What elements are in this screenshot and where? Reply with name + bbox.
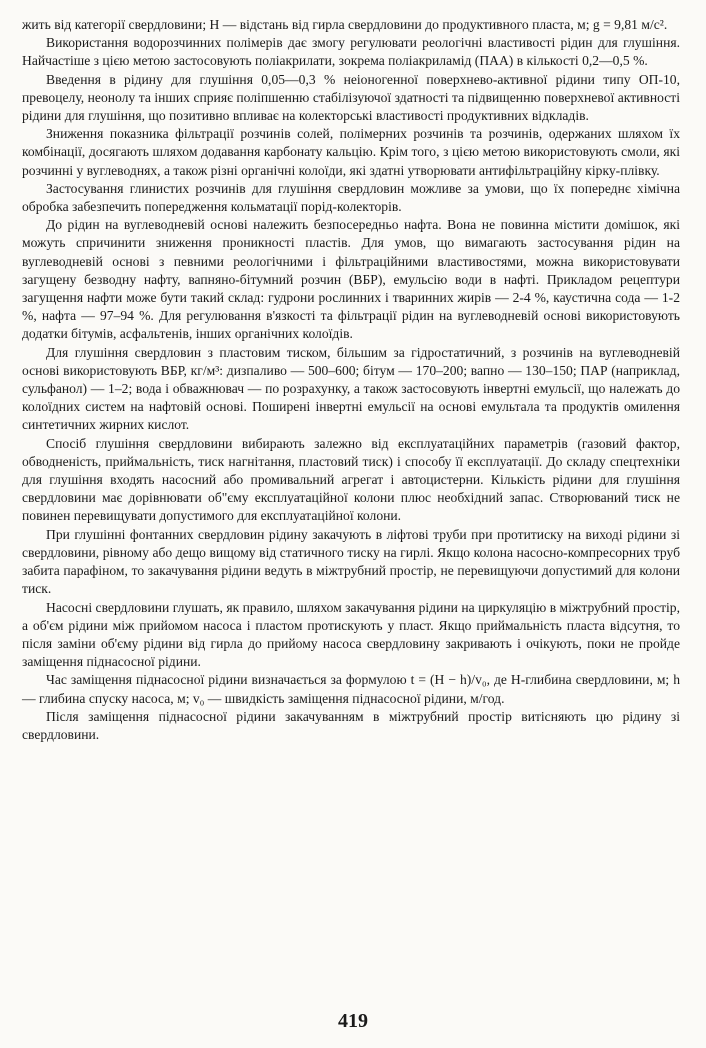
paragraph-8: Спосіб глушіння свердловини вибирають залежно від експлуатаційних параметрів (газовий фактор, обводненість, приймальність, тиск нагнітання, пластовий тиск) і способу її експлуатації. До складу спецтехніки для глушіння входять насосний або промивальний агрегат і автоцистерни. Кількість рідини для глушіння свердловини має дорівнювати об"єму експлуатаційної колони плюс необхідний запас. Створюваний тиск не повинен перевищувати допустимого для експлуатаційної колони.	[22, 435, 680, 524]
paragraph-12: Після заміщення піднасосної рідини закачуванням в міжтрубний простір витісняють цю рідину зі свердловини.	[22, 708, 680, 742]
paragraph-9: При глушінні фонтанних свердловин рідину закачують в ліфтові труби при протитиску на виході рідини зі свердловини, рівному або дещо вищому від статичного тиску на гирлі. Якщо колона насосно-компресорних труб забита парафіном, то закачування рідини ведуть в міжтрубний простір, не перевищуючи допустимий для колони тиск.	[22, 526, 680, 597]
paragraph-6: До рідин на вуглеводневій основі належить безпосередньо нафта. Вона не повинна містити домішок, які можуть спричинити зниження проникності пластів. Для умов, що вимагають застосування рідин на вуглеводневій основі з певними реологічними і фільтраційними властивостями, можна використовувати загущену безводну нафту, вапняно-бітумний розчин (ВБР), емульсію води в нафті. Прикладом рецептури загущення нафти може бути такий склад: гудрони рослинних і тваринних жирів — 2-4 %, каустична сода — 1-2 %, нафта — 97–94 %. Для регулювання в'язкості та фільтрації рідин на вуглеводневій основі використовують додатки бітумів, асфальтенів, інших органічних колоїдів.	[22, 217, 680, 342]
page-number: 419	[338, 1010, 368, 1032]
paragraph-10: Насосні свердловини глушать, як правило, шляхом закачування рідини на циркуляцію в міжтрубний простір, а об'єм рідини між прийомом насоса і пластом протискують у пласт. Якщо приймальність пласта відсутня, то після заміни об'єму рідини від гирла до прийому насоса свердловину закривають і очікують, поки не пройде заміщення піднасосної рідини.	[22, 599, 680, 670]
paragraph-11: Час заміщення піднасосної рідини визначається за формулою t = (H − h)/v₀, де H-глибина свердловини, м; h — глибина спуску насоса, м; v₀ — швидкість заміщення піднасосної рідини, м/год.	[22, 672, 680, 706]
paragraph-5: Застосування глинистих розчинів для глушіння свердловин можливе за умови, що їх попереднє хімічна обробка забезпечить попередження кольматації порід-колекторів.	[22, 180, 680, 215]
paragraph-4: Зниження показника фільтрації розчинів солей, полімерних розчинів та розчинів, одержаних шляхом їх комбінації, досягають шляхом додавання карбонату кальцію. Крім того, з цією метою використовують смоли, які розчинні у вуглеводнях, а також різні органічні колоїди, які здатні утворювати антифільтраційну кірку-плівку.	[22, 126, 680, 178]
paragraph-2: Використання водорозчинних полімерів дає змогу регулювати реологічні властивості рідин для глушіння. Найчастіше з цією метою застосовують поліакрилати, зокрема поліакриламід (ПАА) в кількості 0,2—0,5 %.	[22, 35, 680, 69]
paragraph-3: Введення в рідину для глушіння 0,05—0,3 % неіоногенної поверхнево-активної рідини типу ОП-10, превоцелу, неонолу та інших сприяє поліпшенню стабілізуючої здатності та підвищенню поверхневої активності рідини для глушіння, що позитивно впливає на колекторські властивості продуктивних відкладів.	[22, 71, 680, 124]
paragraph-1: жить від категорії свердловини; H — відстань від гирла свердловини до продуктивного пласта, м; g = 9,81 м/с².	[22, 17, 668, 32]
paragraph-7: Для глушіння свердловин з пластовим тиском, більшим за гідростатичний, з розчинів на вуглеводневій основі використовують ВБР, кг/м³: дизпаливо — 500–600; бітум — 170–200; вапно — 130–150; ПАР (наприклад, сульфанол) — 1–2; вода і обважнювач — по розрахунку, а також застосовують інвертні емульсії, що належать до колоїдних систем на нафтовій основі. Поширені інвертні емульсії на основі емультала та продуктів омилення синтетичних жирних кислот.	[22, 344, 680, 433]
body-text	[22, 16, 680, 744]
